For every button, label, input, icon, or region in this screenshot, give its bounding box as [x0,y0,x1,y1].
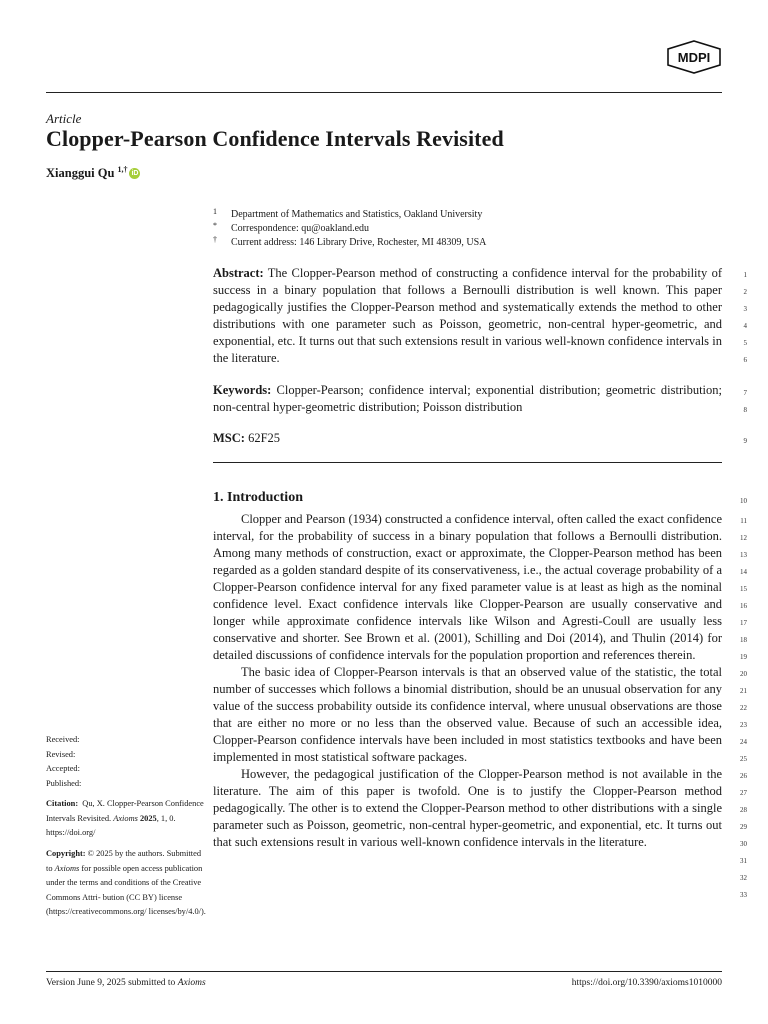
section-title: 1. Introduction [213,490,303,505]
footer-rule [46,971,722,972]
paragraph: However, the pedagogical justification of the Clopper-Pearson method is not available in the literature. The aim of this paper is twofold. One is to justify the Clopper-Pearson method pedagogically. The other is to extend the Clopper-Pearson method to other distributions with a single parameter such as Poisson, geometric, non-central hyper-geometric, and exponential, etc. It turns out that such extensions result in various well-known confidence intervals in the literature. [213,767,722,849]
copyright-label: Copyright: [46,849,86,858]
version-text: Version June 9, 2025 submitted to [46,978,176,988]
received-label: Received: [46,735,80,744]
current-address-text: Current address: 146 Library Drive, Rochester, MI 48309, USA [231,237,487,248]
footer-journal: Axioms [177,978,206,988]
citation-year: 2025 [139,813,157,823]
line-number: 8 [743,406,747,414]
line-number: 22 [740,704,747,712]
citation-rest[interactable]: , 1, 0. https://doi.org/ [46,813,176,837]
line-number: 23 [740,721,747,729]
citation-text: Qu, X. Clopper-Pearson Confidence Intervals Revisited. [46,799,204,823]
line-number: 19 [740,653,747,661]
line-number: 21 [740,687,747,695]
accepted-label: Accepted: [46,764,80,773]
keywords-text: Clopper-Pearson; confidence interval; exponential distribution; geometric distribution; non-central hyper-geometric distribution; Poisson distribution [213,383,723,414]
line-number: 27 [740,789,747,797]
revised-label: Revised: [46,749,76,759]
author-name: Xianggui Qu [46,166,115,180]
line-number: 4 [743,322,747,330]
line-number: 3 [743,305,747,313]
abstract [213,265,722,367]
msc-label: MSC: [213,431,245,445]
line-number: 20 [740,670,747,678]
keywords-label: Keywords: [213,383,272,397]
article-title: Clopper-Pearson Confidence Intervals Revisited [46,126,504,151]
abstract-text: The Clopper-Pearson method of constructing a confidence interval for the probability of success in a binary population that follows a Bernoulli distribution is well known. This paper pedagogically justifies the Clopper-Pearson method and systematically extends the method to other distributions with one parameter such as Poisson, geometric, non-central hyper-geometric, and exponential, etc. It turns out that such extensions result in various well-known confidence intervals in the literature. [213,266,722,365]
line-number: 16 [740,602,747,610]
citation-journal: Axioms [113,813,138,823]
sidebar-citation [46,797,206,841]
line-number: 33 [740,891,747,899]
line-number: 31 [740,857,747,865]
affiliation-marker: * [213,221,217,230]
copyright-rest[interactable]: for possible open access publication under the terms and conditions of the Creative Commons Attri- bution (CC BY) license (https://creativecommons.org/ licenses/by/4.0/). [46,863,206,916]
line-number: 13 [740,551,747,559]
line-number: 24 [740,738,747,746]
affiliation-text: Department of Mathematics and Statistics, Oakland University [231,209,483,220]
msc-code: 62F25 [248,431,281,445]
line-number: 1 [743,271,747,279]
mdpi-logo [666,40,722,74]
line-number: 10 [740,497,747,505]
abstract-label: Abstract: [213,266,264,280]
line-number: 5 [743,339,747,347]
msc [213,430,722,447]
footer-doi[interactable]: https://doi.org/10.3390/axioms1010000 [571,978,722,988]
copyright-text: © 2025 by the authors. Submitted to [46,849,202,873]
paragraph: The basic idea of Clopper-Pearson intervals is that an observed value of the statistic, the total number of successes which follows a binomial distribution, should be an unusual observation for any value of the success probability outside its confidence interval, where unusual observations are those that are either no more or no less than the observed value. Because of such an accessible idea, Clopper-Pearson confidence intervals have been included in most statistics textbooks and have been implemented in most statistical software packages. [213,665,722,764]
line-number: 29 [740,823,747,831]
line-number: 12 [740,534,747,542]
sidebar-copyright [46,847,206,920]
paragraph: Clopper and Pearson (1934) constructed a confidence interval, often called the exact confidence interval, for the probability of success in a binary population that follows a Bernoulli distribution. Among many methods of construction, exact or approximate, the Clopper-Pearson method has been regarded as a golden standard despite of its conservativeness, i.e., the actual coverage probability of a Clopper-Pearson confidence interval for any fixed parameter value is at least as high as the nominal confidence level. Exact confidence intervals like Clopper-Pearson are usually conservative and longer while approximate confidence intervals like Wilson and Agresti-Coull are usually less conservative and shorter. See Brown et al. (2001), Schilling and Doi (2014), and Thulin (2014) for detailed discussions of confidence intervals for the population proportion and references therein. [213,512,722,662]
line-number: 15 [740,585,747,593]
line-number: 28 [740,806,747,814]
article-type: Article [46,111,82,126]
affiliation-marker: † [213,235,217,244]
orcid-icon[interactable]: iD [131,170,139,177]
sidebar-dates [46,733,206,791]
line-number: 17 [740,619,747,627]
citation-label: Citation: [46,799,79,808]
line-number: 9 [743,437,747,445]
footer-version [46,978,206,988]
line-number: 6 [743,356,747,364]
line-number: 2 [743,288,747,296]
line-number: 30 [740,840,747,848]
line-number: 14 [740,568,747,576]
author-line [46,166,140,181]
line-number: 26 [740,772,747,780]
line-number: 25 [740,755,747,763]
line-number: 7 [743,389,747,397]
line-number: 32 [740,874,747,882]
line-number: 18 [740,636,747,644]
introduction-body [213,511,722,851]
published-label: Published: [46,778,82,788]
copyright-journal: Axioms [54,863,80,873]
abstract-rule [213,462,722,463]
author-sup: 1,† [117,165,128,174]
correspondence-text: Correspondence: qu@oakland.edu [231,223,370,234]
keywords [213,382,722,416]
line-number: 11 [740,517,747,525]
affiliations [213,208,713,250]
header-rule [46,92,722,93]
svg-text:MDPI: MDPI [677,50,711,65]
affiliation-marker: 1 [213,207,217,216]
